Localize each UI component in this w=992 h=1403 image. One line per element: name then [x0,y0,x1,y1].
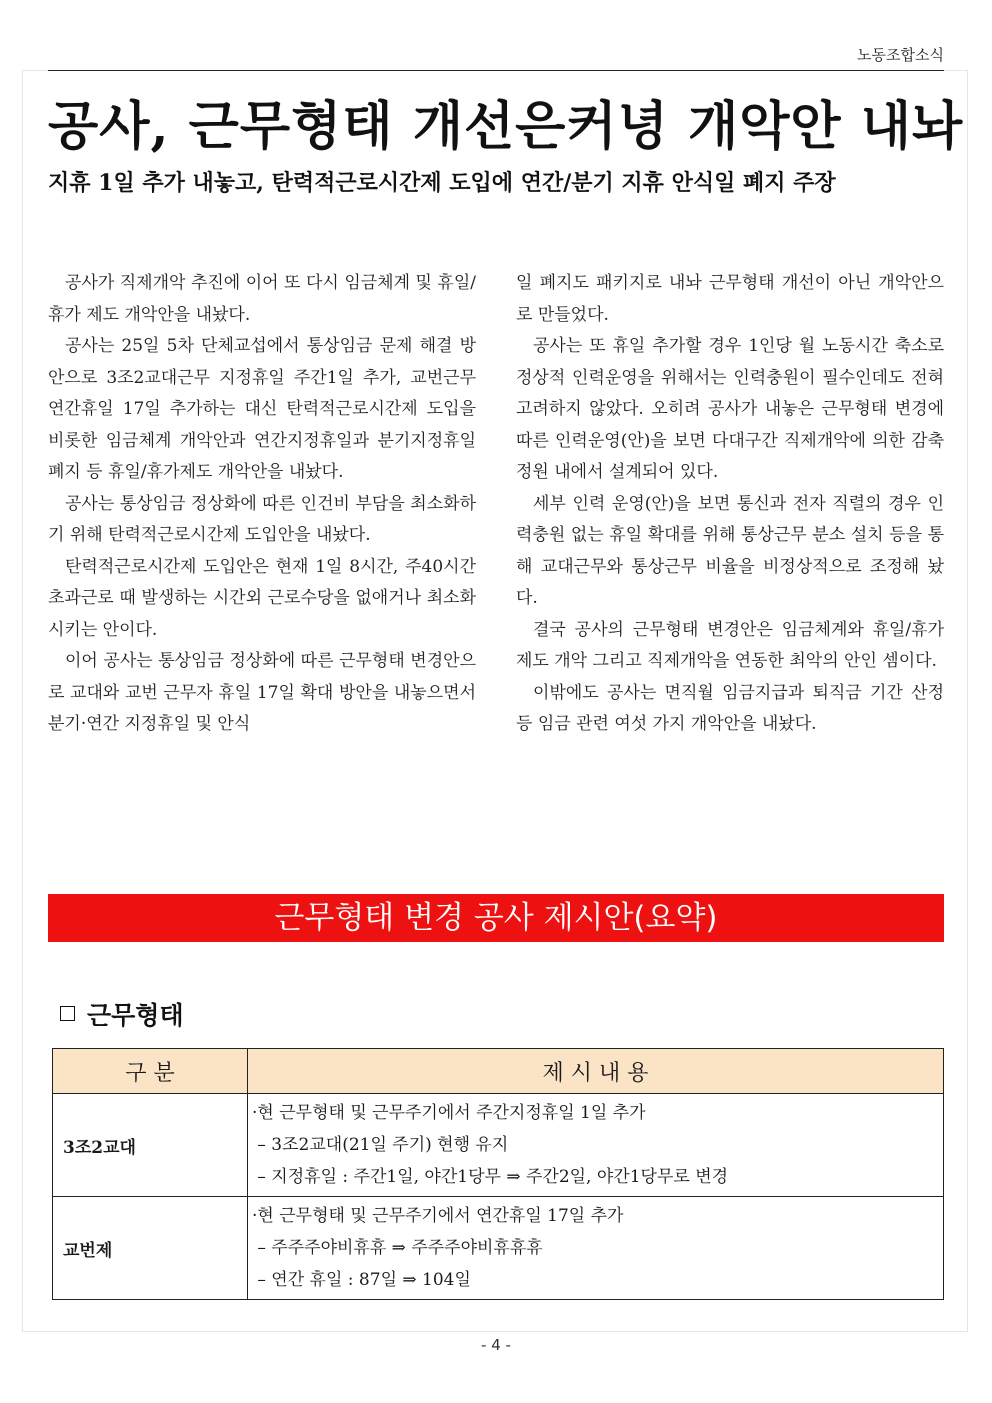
paragraph: 공사는 통상임금 정상화에 따른 인건비 부담을 최소화하기 위해 탄력적근로시간제 도입안을 내놨다. [48,493,476,545]
checkbox-square-icon [60,1006,75,1021]
row-category: 교번제 [53,1197,248,1300]
header-content: 제 시 내 용 [248,1049,944,1094]
paragraph: 결국 공사의 근무형태 변경안은 임금체계와 휴일/휴가 제도 개악 그리고 직제개악을 연동한 최악의 안인 셈이다. [516,619,944,671]
article-column-left [48,268,476,741]
table-row [53,1197,944,1300]
row-category: 3조2교대 [53,1094,248,1197]
row-detail [248,1094,944,1197]
header-category: 구 분 [53,1049,248,1094]
summary-banner: 근무형태 변경 공사 제시안(요약) [48,894,944,942]
header-rule [48,70,944,71]
paragraph: 공사가 직제개악 추진에 이어 또 다시 임금체계 및 휴일/휴가 제도 개악안을 내놨다. [48,273,476,325]
detail-line: ·현 근무형태 및 근무주기에서 연간휴일 17일 추가 [252,1206,624,1226]
section-label: 노동조합소식 [857,46,944,64]
detail-line: – 지정휴일 : 주간1일, 야간1당무 ⇒ 주간2일, 야간1당무로 변경 [252,1167,729,1187]
article-subtitle: 지휴 1일 추가 내놓고, 탄력적근로시간제 도입에 연간/분기 지휴 안식일 폐지 주장 [48,170,836,196]
table-row [53,1094,944,1197]
table-header-row [53,1049,944,1094]
paragraph: 이밖에도 공사는 면직월 임금지급과 퇴직금 기간 산정 등 임금 관련 여섯 가지 개악안을 내놨다. [516,682,944,734]
paragraph: 세부 인력 운영(안)을 보면 통신과 전자 직렬의 경우 인력충원 없는 휴일 확대를 위해 통상근무 분소 설치 등을 통해 교대근무와 통상근무 비율을 비정상적으로 조정해 놨다. [516,493,944,608]
paragraph: 탄력적근로시간제 도입안은 현재 1일 8시간, 주40시간 초과근로 때 발생하는 시간외 근로수당을 없애거나 최소화시키는 안이다. [48,556,476,640]
paragraph: 공사는 25일 5차 단체교섭에서 통상임금 문제 해결 방안으로 3조2교대근무 지정휴일 주간1일 추가, 교번근무 연간휴일 17일 추가하는 대신 탄력적근로시간제 도입을 비롯한 임금체계 개악안과 연간지정휴일과 분기지정휴일 폐지 등 휴일/휴가제도 개악안을 내놨다. [48,336,476,482]
section-heading-text: 근무형태 [87,1001,184,1030]
article-title: 공사, 근무형태 개선은커녕 개악안 내놔 [48,96,964,157]
detail-line: – 3조2교대(21일 주기) 현행 유지 [252,1135,509,1155]
detail-line: – 주주주야비휴휴 ⇒ 주주주야비휴휴휴 [252,1238,543,1258]
article-column-right [516,268,944,741]
paragraph: 공사는 또 휴일 추가할 경우 1인당 월 노동시간 축소로 정상적 인력운영을 위해서는 인력충원이 필수인데도 전혀 고려하지 않았다. 오히려 공사가 내놓은 근무형태 변경에 따른 인력운영(안)을 보면 다대구간 직제개악에 의한 감축 정원 내에서 설계되어 있다. [516,336,944,482]
paragraph-continuation: 일 폐지도 패키지로 내놔 근무형태 개선이 아닌 개악안으로 만들었다. [516,273,944,325]
paragraph: 이어 공사는 통상임금 정상화에 따른 근무형태 변경안으로 교대와 교번 근무자 휴일 17일 확대 방안을 내놓으면서 분기·연간 지정휴일 및 안식 [48,651,476,734]
proposal-table [52,1048,944,1300]
detail-line: – 연간 휴일 : 87일 ⇒ 104일 [252,1270,471,1290]
section-heading [60,996,184,1032]
row-detail [248,1197,944,1300]
detail-line: ·현 근무형태 및 근무주기에서 주간지정휴일 1일 추가 [252,1103,646,1123]
page-number: - 4 - [481,1336,511,1354]
article-body [48,268,944,741]
